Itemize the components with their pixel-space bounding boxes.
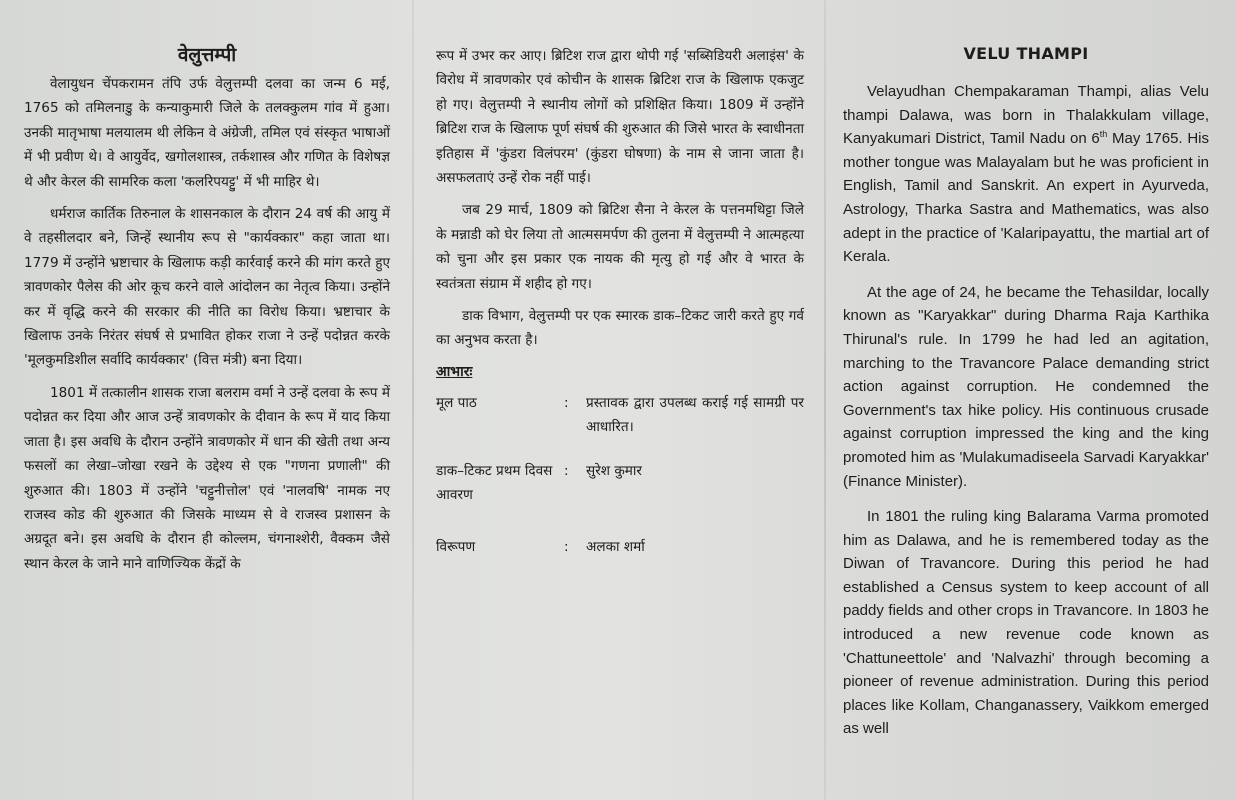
hindi-column-left bbox=[24, 42, 390, 584]
english-paragraph-2: At the age of 24, he became the Tehasildar, locally known as "Karyakkar" during Dharma Raja Karthika Thirunal's rule. In 1799 he had led an agitation, marching to the Travancore Palace demanding strict action against corruption. He condemned the Government's tax hike policy. His continuous crusade against corruption impressed the king and the king promoted him as 'Mulakumadiseela Sarvadi Karyakkar' (Finance Minister). bbox=[843, 283, 1209, 490]
hindi-paragraph-6: डाक विभाग, वेलुत्तम्पी पर एक स्मारक डाक–टिकट जारी करते हुए गर्व का अनुभव करता है। bbox=[436, 308, 804, 349]
hindi-paragraph-2: धर्मराज कार्तिक तिरुनाल के शासनकाल के दौरान 24 वर्ष की आयु में वे तहसीलदार बने, जिन्हें स्थानीय रूप से "कार्यक्कार" कहा जाता था। 1779 में उन्होंने भ्रष्टाचार के खिलाफ कड़ी कार्रवाई करने की मांग करते हुए त्रावणकोर पैलेस की ओर कूच करने वाले आंदोलन का नेतृत्व किया। उन्होंने कर में वृद्धि करने की सरकार की नीति का विरोध किया। भ्रष्टाचार के खिलाफ उनके निरंतर संघर्ष से प्रभावित होकर राजा ने उन्हें पदोन्नत करके 'मूलकुमडिशील सर्वादि कार्यक्कार' (वित्त मंत्री) बना दिया। bbox=[24, 206, 390, 369]
hindi-column-middle bbox=[436, 44, 804, 559]
credit-label: मूल पाठ bbox=[436, 394, 477, 411]
credit-row-stamp bbox=[436, 459, 804, 507]
hindi-title: वेलुत्तम्पी bbox=[177, 44, 237, 66]
credit-colon: : bbox=[564, 462, 569, 479]
fold-line-left bbox=[412, 0, 414, 800]
spacer bbox=[436, 439, 804, 459]
acknowledgement-heading: आभारः bbox=[436, 363, 473, 380]
spacer bbox=[436, 507, 804, 535]
credit-row-text bbox=[436, 391, 804, 439]
english-title: VELU THAMPI bbox=[963, 44, 1089, 63]
credit-label: विरूपण bbox=[436, 538, 476, 555]
hindi-paragraph-1: वेलायुधन चेंपकरामन तंपि उर्फ वेलुत्तम्पी दलवा का जन्म 6 मई, 1765 को तमिलनाडु के कन्याकुमारी जिले के तलक्कुलम गांव में हुआ। उनकी मातृभाषा मलयालम थी लेकिन वे अंग्रेजी, तमिल एवं संस्कृत भाषाओं में भी प्रवीण थे। वे आयुर्वेद, खगोलशास्त्र, तर्कशास्त्र और गणित के विशेषज्ञ थे और केरल की सामरिक कला 'कलरिपयट्टु' में भी माहिर थे। bbox=[24, 76, 390, 190]
credit-colon: : bbox=[564, 538, 569, 555]
english-paragraph-1 bbox=[843, 80, 1209, 269]
credit-row-cancellation bbox=[436, 535, 804, 559]
english-paragraph-3: In 1801 the ruling king Balarama Varma promoted him as Dalawa, and he is remembered today as the Diwan of Travancore. During this period he had established a Census system to keep account of all paddy fields and other crops in Travancore. In 1803 he introduced a new revenue code known as 'Chattuneettole' and 'Nalvazhi' through becoming a pioneer of revenue administration. During this period places like Kollam, Changanassery, Vaikkom emerged as well bbox=[843, 508, 1209, 738]
english-paragraph-1-part-b: May 1765. His mother tongue was Malayalam but he was proficient in English, Tamil and Sanskrit. An expert in Ayurveda, Astrology, Tharka Sastra and Mathematics, was also adept in the practice of 'Kalaripayattu, the martial art of Kerala. bbox=[843, 130, 1209, 266]
hindi-paragraph-4: रूप में उभर कर आए। ब्रिटिश राज द्वारा थोपी गई 'सब्सिडियरी अलाइंस' के विरोध में त्रावणकोर एवं कोचीन के शासक ब्रिटिश राज के खिलाफ एकजुट हो गए। वेलुत्तम्पी ने स्थानीय लोगों को प्रशिक्षित किया। 1809 में उन्होंने ब्रिटिश राज के खिलाफ पूर्ण संघर्ष की शुरुआत की जिसे भारत के स्वाधीनता इतिहास में 'कुंडरा विलंपरम' (कुंडरा घोषणा) के नाम से जाना जाता है। असफलताएं उन्हें रोक नहीं पाई। bbox=[436, 48, 804, 187]
hindi-paragraph-3: 1801 में तत्कालीन शासक राजा बलराम वर्मा ने उन्हें दलवा के रूप में पदोन्नत कर दिया और आज उन्हें त्रावणकोर के दीवान के रूप में याद किया जाता है। इस अवधि के दौरान उन्होंने त्रावणकोर में धान की खेती तथा अन्य फसलों का लेखा–जोखा रखने के उद्देश्य से एक "गणना प्रणाली" की शुरुआत की। 1803 में उन्होंने 'चट्टुनीत्तोल' एवं 'नालवषि' नामक नए राजस्व कोड की शुरुआत की जिसके माध्यम से वे राजस्व प्रशासन के अग्रदूत बने। इस अवधि के दौरान ही कोल्लम, चंगनाश्शेरी, वैक्कम जैसे स्थान केरल के जाने माने वाणिज्यिक केंद्रों के bbox=[24, 384, 390, 572]
hindi-paragraph-5: जब 29 मार्च, 1809 को ब्रिटिश सैना ने केरल के पत्तनमथिट्टा जिले के मन्नाडी को घेर लिया तो आत्मसमर्पण की तुलना में वेलुत्तम्पी ने आत्महत्या को चुना और इस प्रकार एक नायक की मृत्यु हो गई और वे भारत के स्वतंत्रता संग्राम में शहीद हो गए। bbox=[436, 202, 804, 292]
ordinal-suffix: th bbox=[1099, 129, 1108, 140]
credit-value: सुरेश कुमार bbox=[586, 462, 642, 479]
english-column bbox=[843, 42, 1209, 753]
credit-label: डाक–टिकट प्रथम दिवस आवरण bbox=[436, 462, 553, 503]
credit-value: अलका शर्मा bbox=[586, 538, 645, 555]
english-paragraph-1-part-a: Velayudhan Chempakaraman Thampi, alias Velu thampi Dalawa, was born in Thalakkulam village, Kanyakumari District, Tamil Nadu on 6 bbox=[843, 83, 1209, 148]
fold-line-right bbox=[824, 0, 826, 800]
credit-colon: : bbox=[564, 394, 569, 411]
credit-value: प्रस्तावक द्वारा उपलब्ध कराई गई सामग्री पर आधारित। bbox=[586, 394, 804, 435]
